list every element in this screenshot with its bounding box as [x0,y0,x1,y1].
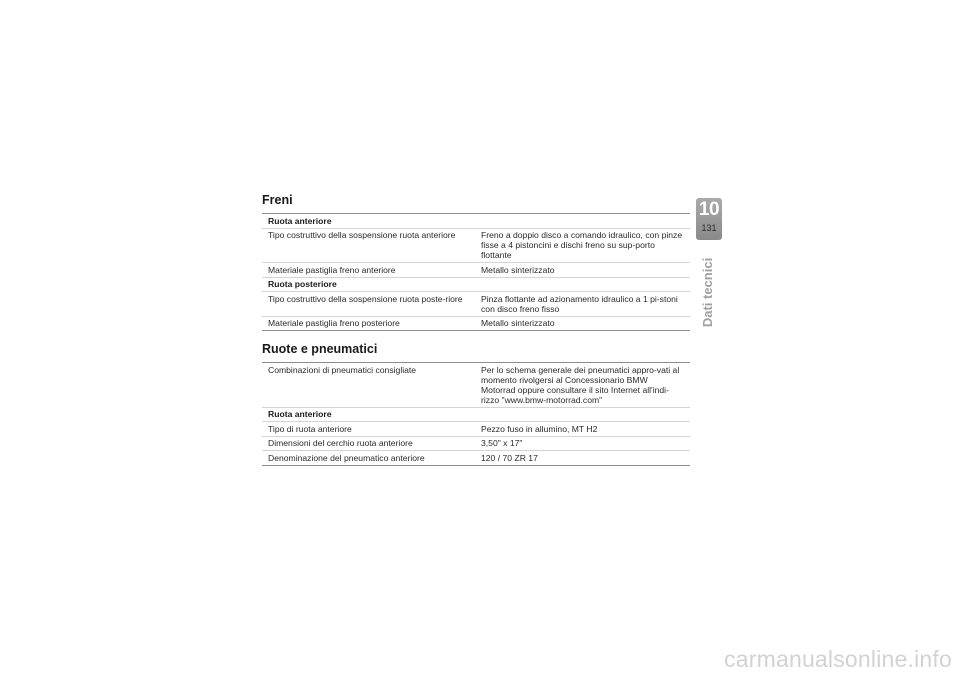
table-subheading-row [262,277,690,292]
spec-value: Metallo sinterizzato [475,316,690,331]
table-row [262,436,690,451]
section [262,193,690,331]
chapter-tab [696,198,722,240]
spec-label: Materiale pastiglia freno posteriore [262,316,475,331]
table-row [262,292,690,317]
table-row [262,316,690,331]
chapter-label-container [683,244,733,340]
chapter-number: 10 [698,199,720,220]
spec-label: Dimensioni del cerchio ruota anteriore [262,436,475,451]
spec-label: Tipo costruttivo della sospensione ruota anteriore [262,228,475,263]
spec-value: Pezzo fuso in allumino, MT H2 [475,422,690,437]
page-number: 131 [701,223,717,233]
spec-table [262,362,690,466]
spec-value: Per lo schema generale dei pneumatici appro-vati al momento rivolgersi al Concessionario BMW Motorrad oppure consultare il sito Internet all'indi-rizzo "www.bmw-motorrad.com" [475,363,690,408]
table-row [262,228,690,263]
table-subheading: Ruota posteriore [262,277,690,292]
document-content [262,193,690,466]
spec-value: Metallo sinterizzato [475,263,690,278]
table-row [262,363,690,408]
table-row [262,451,690,466]
spec-value: Pinza flottante ad azionamento idraulico a 1 pi-stoni con disco freno fisso [475,292,690,317]
table-row [262,263,690,278]
spec-label: Tipo costruttivo della sospensione ruota poste-riore [262,292,475,317]
spec-value: 3,50" x 17" [475,436,690,451]
spec-label: Denominazione del pneumatico anteriore [262,451,475,466]
table-subheading-row [262,407,690,422]
spec-label: Tipo di ruota anteriore [262,422,475,437]
table-subheading: Ruota anteriore [262,407,690,422]
table-subheading: Ruota anteriore [262,214,690,229]
table-row [262,422,690,437]
watermark: carmanualsonline.info [724,646,952,672]
spec-label: Combinazioni di pneumatici consigliate [262,363,475,408]
table-subheading-row [262,214,690,229]
spec-table [262,213,690,331]
section-title: Freni [262,193,293,207]
spec-value: 120 / 70 ZR 17 [475,451,690,466]
spec-value: Freno a doppio disco a comando idraulico, con pinze fisse a 4 pistoncini e dischi freno su sup-porto flottante [475,228,690,263]
section-title: Ruote e pneumatici [262,342,378,356]
section [262,342,690,466]
chapter-label: Dati tecnici [700,257,716,327]
spec-label: Materiale pastiglia freno anteriore [262,263,475,278]
